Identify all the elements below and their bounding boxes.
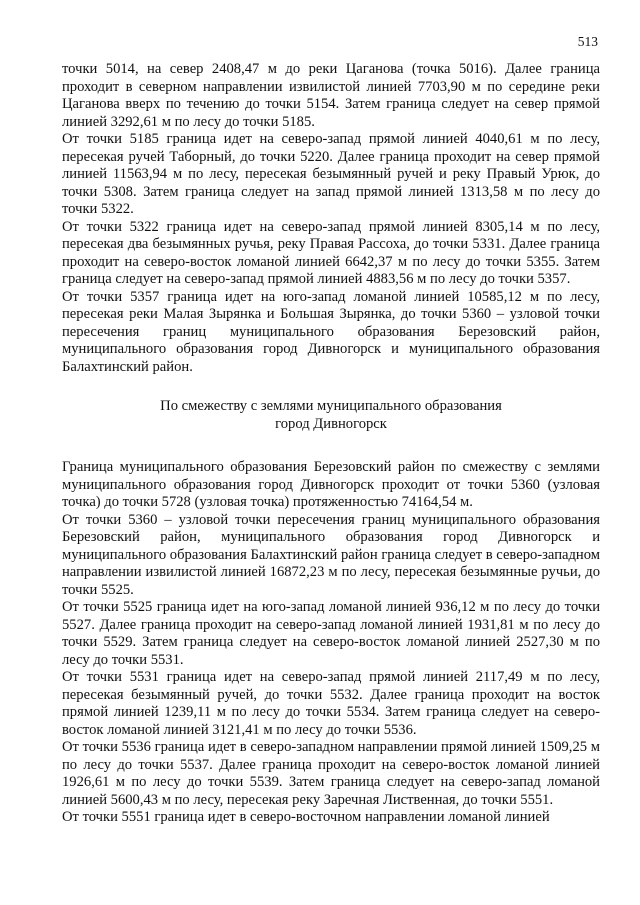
section-heading-line: город Дивногорск — [275, 415, 387, 432]
paragraph: Граница муниципального образования Березовский район по смежеству с землями муниципального образования город Дивногорск проходит от точки 5360 (узловая точка) до точки 5728 (узловая точка) протяженностью 74164,54 м. — [62, 459, 600, 510]
page-number: 513 — [577, 34, 598, 49]
paragraph: точки 5014, на север 2408,47 м до реки Цаганова (точка 5016). Далее граница проходит в северном направлении извилистой линией 7703,90 м по середине реки Цаганова вверх по течению до точки 5154. Затем граница следует на север прямой линией 3292,61 м по лесу до точки 5185. — [62, 61, 600, 130]
section-heading-line: По смежеству с землями муниципального образования — [160, 398, 502, 414]
paragraph: От точки 5185 граница идет на северо-запад прямой линией 4040,61 м по лесу, пересекая ручей Таборный, до точки 5220. Далее граница проходит на север прямой линией 11563,94 м по лесу, пересекая безымянный ручей и реку Правый Урюк, до точки 5308. Затем граница следует на запад прямой линией 1313,58 м по лесу до точки 5322. — [62, 131, 600, 217]
paragraph: От точки 5531 граница идет на северо-запад прямой линией 2117,49 м по лесу, пересекая безымянный ручей, до точки 5532. Далее граница проходит на восток прямой линией 1239,11 м по лесу до точки 5534. Затем граница следует на северо-восток ломаной линией 3121,41 м по лесу до точки 5536. — [62, 669, 600, 738]
paragraph: От точки 5551 граница идет в северо-восточном направлении ломаной линией — [62, 809, 550, 825]
paragraph: От точки 5360 – узловой точки пересечения границ муниципального образования Березовский район, муниципального образования город Дивногорск и муниципального образования Балахтинский район граница следует в северо-западном направлении извилистой линией 16872,23 м по лесу, пересекая безымянные ручьи, до точки 5525. — [62, 511, 600, 598]
document-body — [62, 61, 600, 827]
section-heading — [62, 398, 600, 433]
paragraph: От точки 5536 граница идет в северо-западном направлении прямой линией 1509,25 м по лесу до точки 5537. Далее граница проходит на северо-восток ломаной линией 1926,61 м по лесу до точки 5539. Затем граница следует на северо-запад ломаной линией 5600,43 м по лесу, пересекая реку Заречная Лиственная, до точки 5551. — [62, 739, 600, 808]
paragraph: От точки 5322 граница идет на северо-запад прямой линией 8305,14 м по лесу, пересекая два безымянных ручья, реку Правая Рассоха, до точки 5331. Далее граница проходит на северо-восток ломаной линией 6642,37 м по лесу до точки 5355. Затем граница следует на северо-запад прямой линией 4883,56 м по лесу до точки 5357. — [62, 218, 600, 287]
paragraph: От точки 5357 граница идет на юго-запад ломаной линией 10585,12 м по лесу, пересекая реки Малая Зырянка и Большая Зырянка, до точки 5360 – узловой точки пересечения границ муниципального образования Березовский район, муниципального образования город Дивногорск и муниципального образования Балахтинский район. — [62, 288, 600, 375]
paragraph: От точки 5525 граница идет на юго-запад ломаной линией 936,12 м по лесу до точки 5527. Далее граница проходит на северо-запад ломаной линией 1931,81 м по лесу до точки 5529. Затем граница следует на северо-восток ломаной линией 2527,30 м по лесу до точки 5531. — [62, 599, 600, 668]
